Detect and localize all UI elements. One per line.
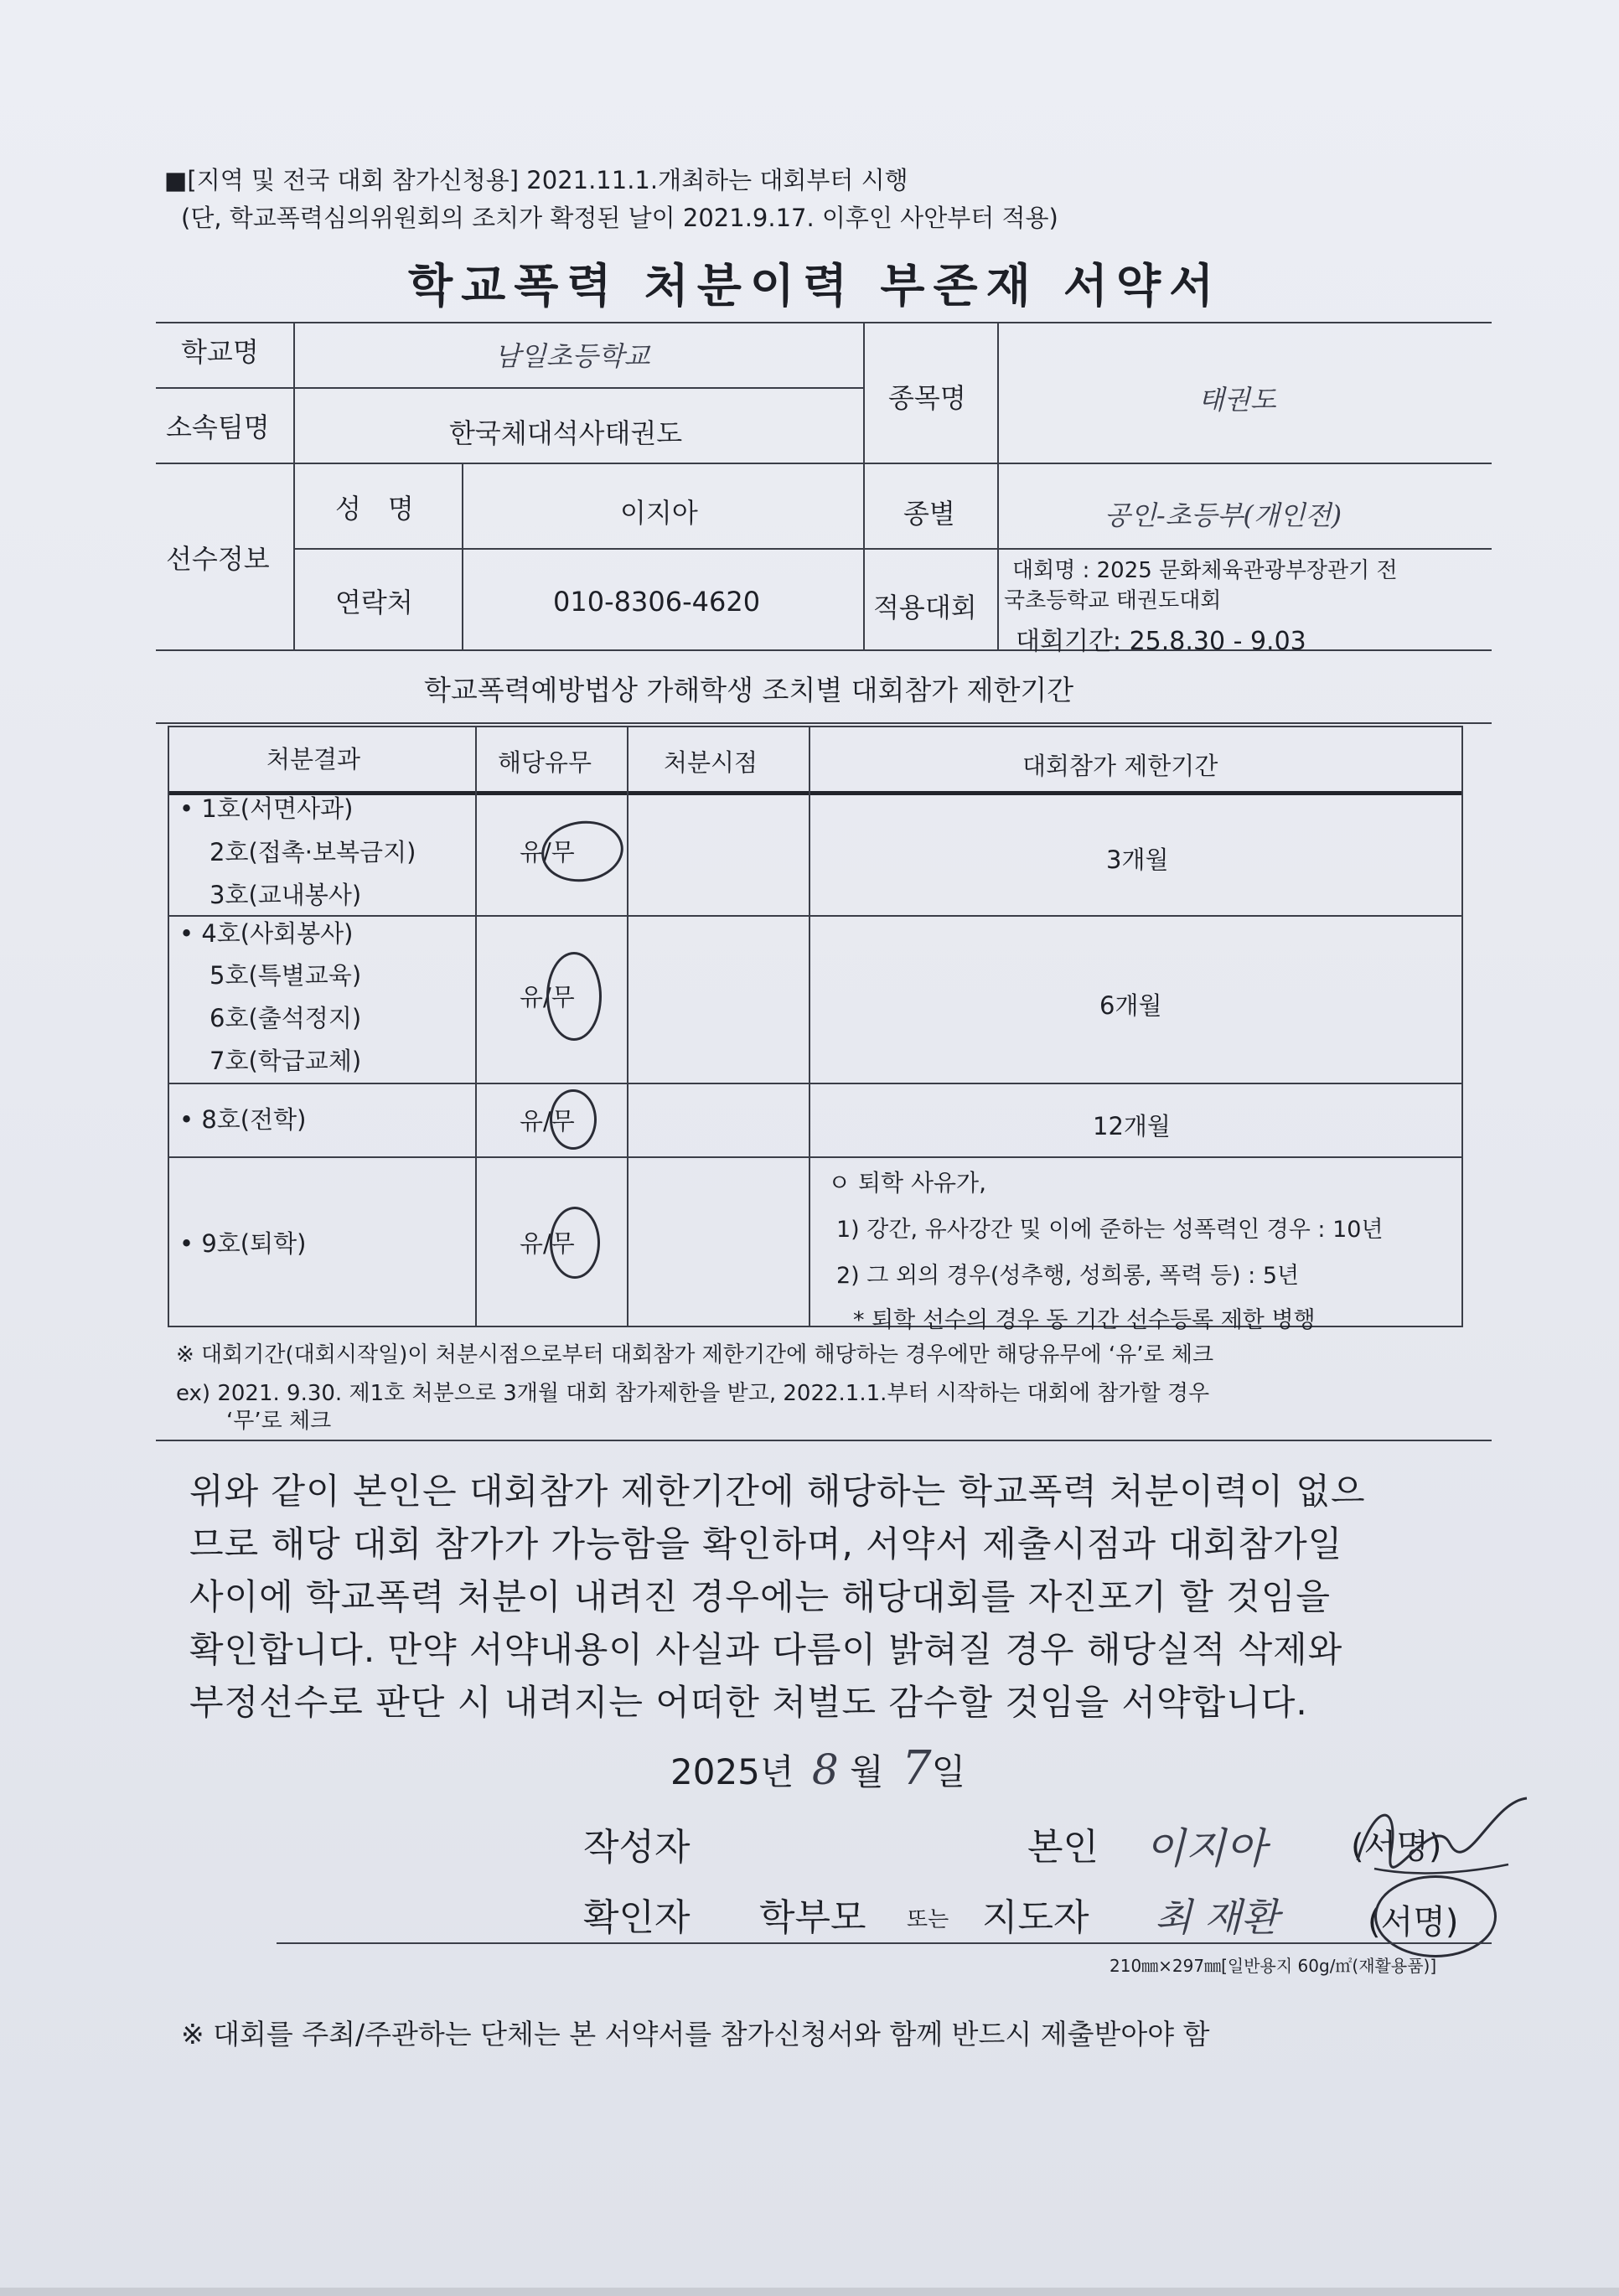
name-label: 성 명 [335,493,414,525]
row4-item-1: • 9호(퇴학) [179,1229,307,1258]
player-info-label: 선수정보 [166,543,270,575]
row3-check-circle [550,1089,597,1150]
row3-mark: 유/무 [520,1107,575,1135]
self-sign-label: (서명) [1351,1828,1442,1866]
col-header-applicable: 해당유무 [498,748,592,777]
pledge-line-2: 므로 해당 대회 참가가 가능함을 확인하며, 서약서 제출시점과 대회참가일 [189,1523,1343,1564]
parent-label: 학부모 [759,1896,866,1939]
date-year-suffix: 년 [759,1751,794,1792]
handwritten-signature-self [1341,1793,1534,1885]
header-line-1: ■[지역 및 전국 대회 참가신청용] 2021.11.1.개최하는 대회부터 시행 [164,166,908,194]
col-header-restriction-period: 대회참가 제한기간 [1022,752,1218,780]
or-label: 또는 [907,1907,949,1932]
date-month: 8 [811,1745,839,1794]
team-value: 한국체대석사태권도 [449,417,683,449]
row4-check-circle [550,1207,600,1279]
competition-name-line1: 대회명 : 2025 문화체육관광부장관기 전 [1012,558,1398,583]
row4-mark: 유/무 [520,1229,575,1258]
date-month-suffix: 월 [850,1751,884,1792]
row2-item-4: 7호(학급교체) [209,1047,362,1075]
confirmer-label: 확인자 [583,1896,691,1939]
row4-period-line-1: ㅇ 퇴학 사유가, [828,1169,986,1197]
coach-label: 지도자 [982,1896,1089,1939]
footer-note: ※ 대회를 주최/주관하는 단체는 본 서약서를 참가신청서와 함께 반드시 제출받아야 함 [181,2018,1210,2050]
school-label: 학교명 [181,336,259,368]
row1-period: 3개월 [1106,845,1169,874]
row4-period-line-3: 2) 그 외의 경우(성추행, 성희롱, 폭력 등) : 5년 [836,1263,1300,1289]
self-signed-name: 이지아 [1145,1824,1266,1873]
row2-item-3: 6호(출석정지) [209,1004,362,1032]
writer-label: 작성자 [583,1826,691,1869]
event-value: 태권도 [1198,384,1276,416]
row2-mark: 유/무 [520,983,575,1011]
coach-signed-name: 최 재환 [1155,1895,1279,1940]
row1-item-1: • 1호(서면사과) [179,794,354,823]
restriction-title: 학교폭력예방법상 가해학생 조치별 대회참가 제한기간 [424,674,1074,706]
row2-period: 6개월 [1099,991,1162,1020]
col-header-disposition-date: 처분시점 [664,748,758,777]
coach-signature-circle [1374,1875,1497,1957]
date-year: 2025 [670,1751,760,1792]
row3-period: 12개월 [1093,1112,1171,1140]
competition-label: 적용대회 [873,592,977,623]
team-label: 소속팀명 [166,411,270,443]
row2-check-circle [546,952,602,1041]
note-1: ※ 대회기간(대회시작일)이 처분시점으로부터 대회참가 제한기간에 해당하는 경우에만 해당유무에 ‘유’로 체크 [176,1342,1214,1368]
note-2: ex) 2021. 9.30. 제1호 처분으로 3개월 대회 참가제한을 받고, 2022.1.1.부터 시작하는 대회에 참가할 경우 [176,1381,1210,1406]
row2-item-1: • 4호(사회봉사) [179,919,354,948]
coach-sign-label: (서명) [1368,1903,1459,1942]
school-value: 남일초등학교 [494,340,650,372]
page-title: 학교폭력 처분이력 부존재 서약서 [408,259,1223,313]
competition-name-line2: 국초등학교 태권도대회 [1004,588,1222,613]
category-value: 공인-초등부(개인전) [1104,499,1342,531]
note-3: ‘무’로 체크 [226,1409,332,1434]
row4-period-line-2: 1) 강간, 유사강간 및 이에 준하는 성폭력인 경우 : 10년 [836,1217,1384,1243]
row3-item-1: • 8호(전학) [179,1105,307,1134]
header-line-2: (단, 학교폭력심의위원회의 조치가 확정된 날이 2021.9.17. 이후인 사안부터 적용) [181,204,1058,232]
pledge-line-5: 부정선수로 판단 시 내려지는 어떠한 처벌도 감수할 것임을 서약합니다. [189,1682,1308,1723]
competition-period: 대회기간: 25.8.30 - 9.03 [1016,627,1306,656]
contact-value: 010-8306-4620 [553,586,761,618]
self-label: 본인 [1027,1826,1099,1869]
row1-check-circle [537,816,627,887]
row2-item-2: 5호(특별교육) [209,961,362,990]
date [670,1741,965,1796]
event-label: 종목명 [888,382,966,414]
col-header-result: 처분결과 [266,745,361,773]
paper-spec: 210㎜×297㎜[일반용지 60g/㎡(재활용품)] [1110,1956,1437,1976]
row1-item-2: 2호(접촉·보복금지) [209,838,416,866]
contact-label: 연락처 [335,587,413,618]
date-day: 7 [901,1741,932,1796]
pledge-line-4: 확인합니다. 만약 서약내용이 사실과 다름이 밝혀질 경우 해당실적 삭제와 [189,1629,1343,1670]
pledge-line-1: 위와 같이 본인은 대회참가 제한기간에 해당하는 학교폭력 처분이력이 없으 [189,1471,1366,1512]
row1-item-3: 3호(교내봉사) [209,881,362,909]
name-value: 이지아 [620,497,698,529]
row4-period-line-4: * 퇴학 선수의 경우 동 기간 선수등록 제한 병행 [853,1307,1316,1333]
pledge-line-3: 사이에 학교폭력 처분이 내려진 경우에는 해당대회를 자진포기 할 것임을 [189,1576,1331,1617]
date-day-suffix: 일 [931,1751,966,1792]
row1-mark: 유/무 [520,838,575,866]
category-label: 종별 [903,498,955,530]
